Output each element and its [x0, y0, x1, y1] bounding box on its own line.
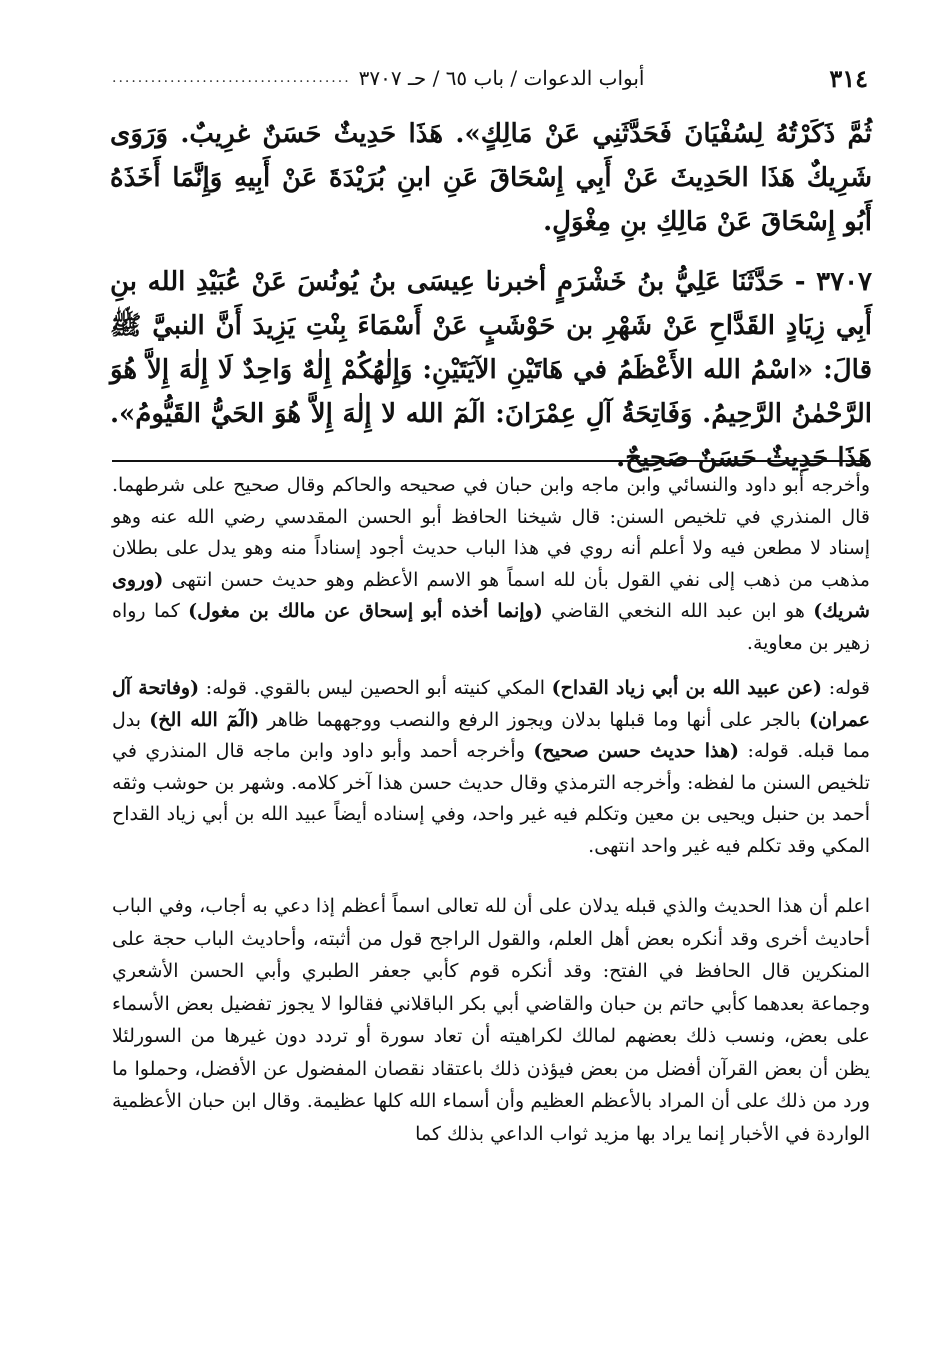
hadith-text: [110, 112, 872, 480]
commentary-quote: (الٓمٓ الله الخ): [149, 708, 260, 731]
running-title: أبواب الدعوات / باب ٦٥ / حـ ٣٧٠٧: [358, 66, 645, 90]
commentary-paragraph-3: اعلم أن هذا الحديث والذي قبله يدلان على أن لله تعالى اسماً أعظم إذا دعي به أجاب، وفي الباب أحاديث أخرى وقد أنكره بعض أهل العلم، والقول الراجح قول من أثبته، وأحاديث الباب حجة على المنكرين قال الحافظ في الفتح: وقد أنكره قوم كأبي جعفر الطبري وأبي الحسن الأشعري وجماعة بعدهما كأبي حاتم بن حبان والقاضي أبي بكر الباقلاني فقالوا لا يجوز تفضيل بعض الأسماء على بعض، ونسب ذلك بعضهم لمالك لكراهيته أن تعاد سورة أو تردد دون غيرها من السورلئلا يظن أن بعض القرآن أفضل من بعض فيؤذن ذلك باعتقاد نقصان المفضول عن الأفضل، وحملوا ما ورد من ذلك على أن المراد بالأعظم العظيم وأن أسماء الله كلها عظيمة. وقال ابن حبان الأعظمية الواردة في الأخبار إنما يراد بها مزيد ثواب الداعي بذلك كما: [112, 895, 870, 1145]
commentary-paragraph-1: [112, 470, 870, 659]
commentary-text-run: بدل مما قبله. قوله:: [112, 708, 871, 762]
hadith-paragraph-2: [110, 260, 872, 480]
header-dots: .....................................: [112, 70, 351, 86]
commentary-quote: (هذا حديث حسن صحيح): [533, 740, 739, 762]
commentary-quote: (وإنما أخذه أبو إسحاق عن مالك بن مغول): [188, 600, 543, 622]
commentary-text-run: المكي كنيته أبو الحصين ليس بالقوي. قوله:: [205, 677, 545, 699]
commentary-text-run: وأخرجه أبو داود والنسائي وابن ماجه وابن حبان في صحيحه والحاكم وقال صحيح على شرطهما. قال المنذري في تلخيص السنن: قال شيخنا الحافظ أبو الحسن المقدسي رضي الله عنه وهو إسناد لا مطعن فيه ولا أعلم أنه روي في هذا الباب حديث أجود إسناداً منه وهو يدل على بطلان مذهب من ذهب إلى نفي القول بأن لله اسماً هو الاسم الأعظم وهو حديث حسن انتهى: [112, 474, 870, 591]
commentary-text: [112, 470, 870, 1150]
commentary-quote: (وفاتحة آل عمران): [112, 677, 870, 731]
hadith-body: - حَدَّثَنَا عَلِيُّ بنُ خَشْرَمٍ أخبرنا عِيسَى بنُ يُونُسَ عَنْ عُبَيْدِ الله بنِ أَبِي زِيَادٍ القَدَّاحِ عَنْ شَهْرِ بن حَوْشَبٍ عَنْ أَسْمَاءَ بِنْتِ يَزِيدَ أَنَّ النبيَّ ﷺ قالَ: «اسْمُ الله الأَعْظَمُ في هَاتَيْنِ الآيَتَيْنِ: وَإِلٰهُكُمْ إِلٰهٌ وَاحِدٌ لَا إِلٰهَ إِلاَّ هُوَ الرَّحْمٰنُ الرَّحِيمُ. وَفَاتِحَةُ آلِ عِمْرَانَ: الٓمٓ الله لا إِلٰهَ إِلاَّ هُوَ الحَيُّ القَيُّومُ». هَذَا حَدِيثٌ حَسَنٌ صَحِيحٌ.: [110, 267, 872, 473]
footnote-divider: [112, 460, 870, 462]
commentary-text-run: بالجر على أنها وما قبلها بدلان ويجوز الرفع والنصب ووجههما ظاهر: [267, 708, 801, 731]
hadith-paragraph-1: ثُمَّ ذَكَرْتُهُ لِسُفْيَانَ فَحَدَّثَنِي عَنْ مَالِكٍ». هَذَا حَدِيثٌ حَسَنٌ غرِيبٌ. وَرَوَى شَرِيكٌ هَذَا الحَدِيثَ عَنْ أَبِي إِسْحَاقَ عَنِ ابنِ بُرَيْدَةَ عَنْ أَبِيهِ وَإِنَّمَا أَخَذَهُ أَبُو إِسْحَاقَ عَنْ مَالِكِ بنِ مِغْوَلٍ.: [110, 119, 872, 237]
commentary-text-run: قوله:: [828, 677, 870, 699]
commentary-text-run: كما رواه زهير بن معاوية.: [112, 600, 870, 654]
hadith-number: ٣٧٠٧: [816, 267, 872, 297]
commentary-quote: (عن عبيد الله بن أبي زياد القداح): [551, 677, 823, 699]
commentary-paragraph-2: [112, 673, 870, 862]
commentary-text-run: هو ابن عبد الله النخعي القاضي: [551, 600, 805, 622]
running-header: [112, 66, 644, 90]
commentary-quote: (وروى شريك): [112, 568, 870, 622]
page-number: ٣١٤: [829, 63, 868, 93]
commentary-text-run: وأخرجه أحمد وأبو داود وابن ماجه قال المنذري في تلخيص السنن ما لفظه: وأخرجه الترمذي وقال حديث حسن هذا آخر كلامه. وشهر بن حوشب وثقه أحمد بن حنبل ويحيى بن معين وتكلم فيه غير واحد، وفي إسناده أيضاً عبيد الله بن أبي زياد القداح المكي وقد تكلم فيه غير واحد انتهى.: [112, 740, 870, 857]
page-header: [112, 58, 868, 98]
